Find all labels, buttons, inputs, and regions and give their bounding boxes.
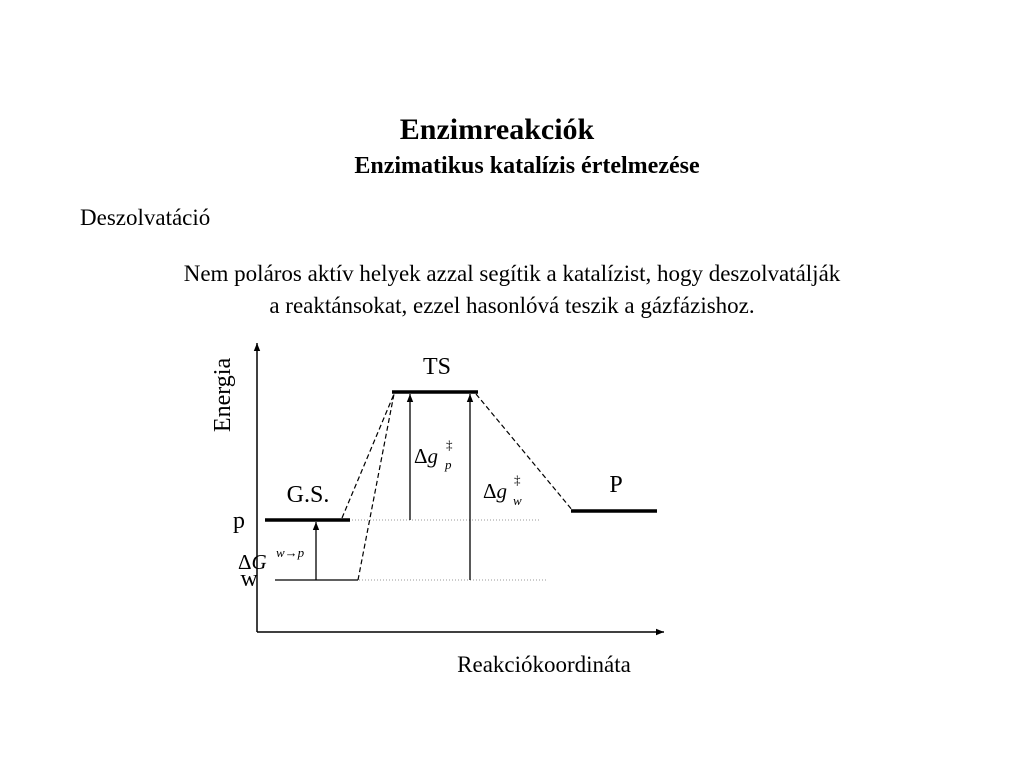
gs-label: G.S.	[286, 482, 330, 508]
dg-p-symbol: g	[427, 444, 439, 468]
x-axis-label: Reakciókoordináta	[457, 652, 631, 677]
dG-w-p-label	[238, 550, 267, 574]
dg-w-subscript: w	[513, 493, 522, 508]
path-w-to-ts	[358, 394, 394, 580]
dG-superscript: w→p	[276, 545, 305, 560]
dg-w-dagger: ‡	[514, 472, 521, 487]
dG-symbol: G	[251, 550, 267, 574]
slide-title: Enzimreakciók	[399, 113, 595, 146]
slide-subtitle: Enzimatikus katalízis értelmezése	[354, 153, 700, 179]
level-w-label: w	[240, 566, 258, 592]
y-axis-label: Energia	[210, 357, 236, 433]
delta-symbol: Δ	[483, 479, 497, 503]
dg-w-label	[483, 479, 507, 503]
paragraph-line-2: a reaktánsokat, ezzel hasonlóvá teszik a gázfázishoz.	[269, 293, 755, 318]
ts-label: TS	[422, 354, 452, 380]
dg-p-subscript: p	[445, 457, 452, 472]
dg-w-symbol: g	[496, 479, 508, 503]
level-p-label: p	[233, 508, 245, 534]
paragraph-line-1: Nem poláros aktív helyek azzal segítik a katalízist, hogy deszolvatálják	[183, 261, 841, 286]
dg-p-label	[414, 444, 438, 468]
product-label: P	[609, 472, 623, 498]
dg-p-dagger: ‡	[446, 437, 453, 452]
path-gs-to-ts	[342, 394, 394, 518]
section-heading: Deszolvatáció	[80, 205, 211, 230]
delta-symbol: Δ	[414, 444, 428, 468]
delta-symbol: Δ	[238, 550, 252, 574]
